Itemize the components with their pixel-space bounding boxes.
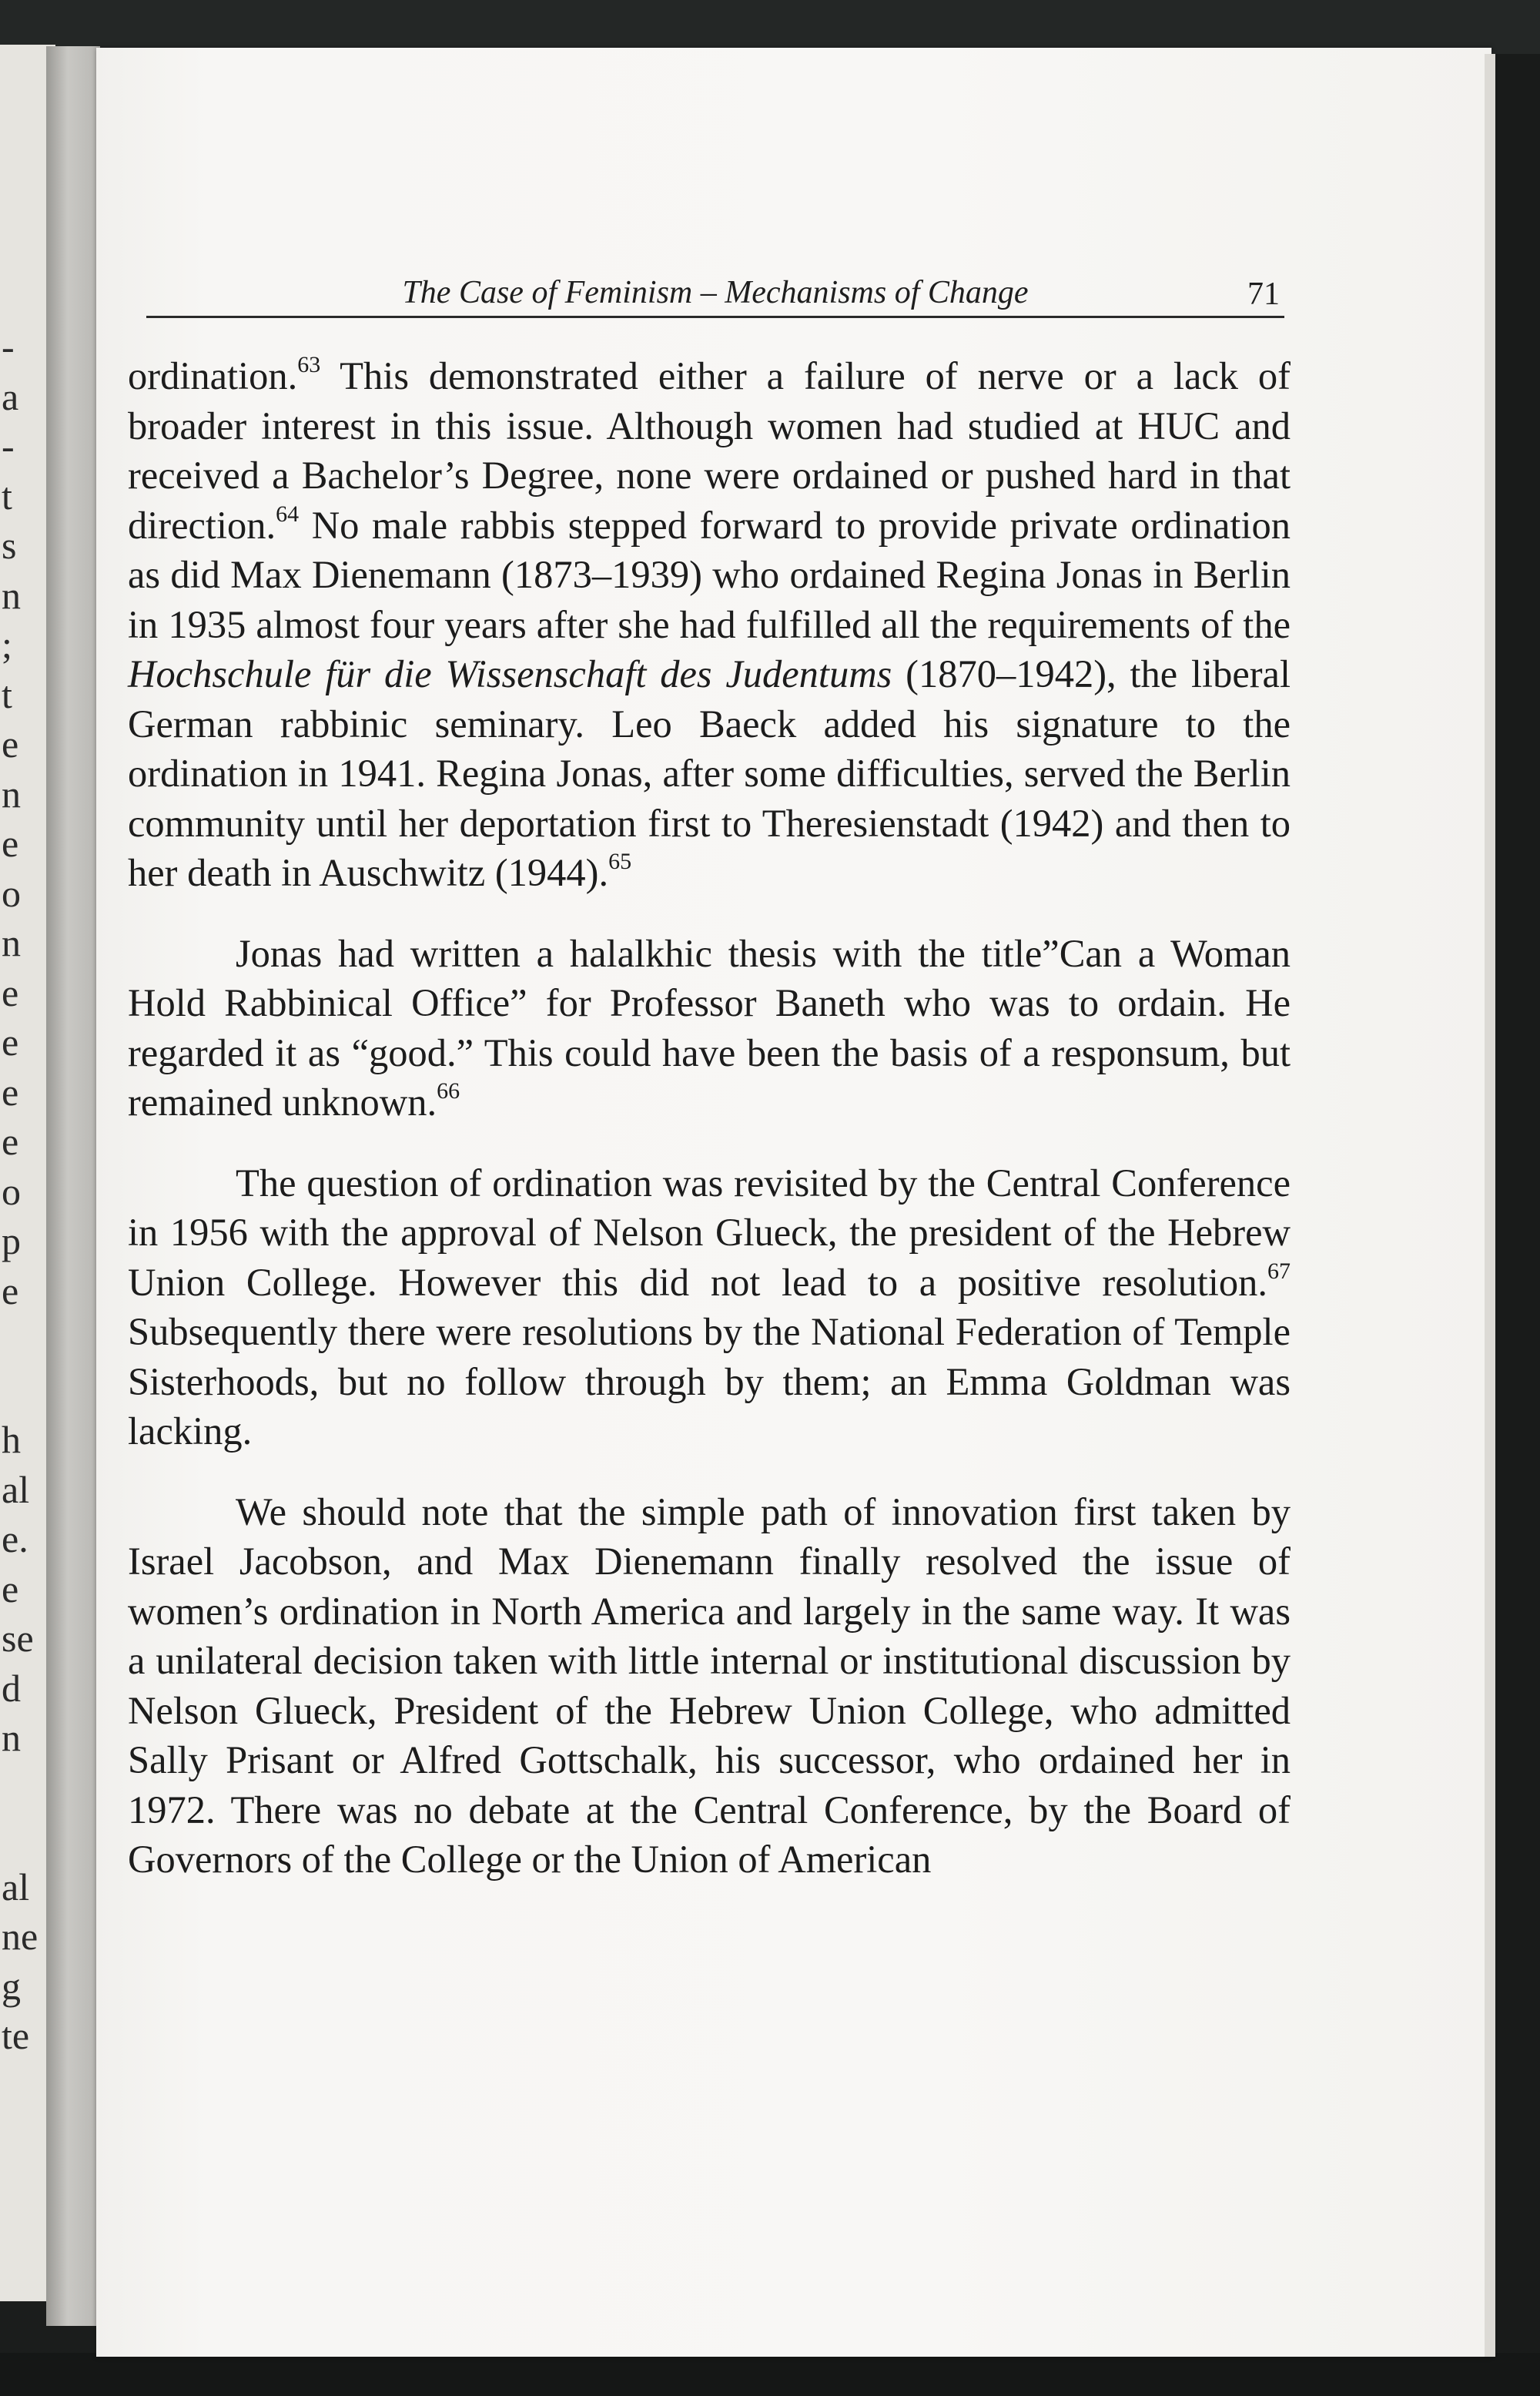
text-run: Jonas had written a halalkhic thesis with the title”Can a Woman Hold Rabbinical Office” for Professor Baneth who was to ordain. He regarded it as “good.” This could have been the basis of a responsum, but remained unknown. — [128, 931, 1291, 1124]
facing-page-fragment: a — [2, 374, 19, 418]
facing-page-text-fragments — [2, 322, 48, 2061]
facing-page-fragment: - — [2, 325, 15, 368]
facing-page-fragment — [2, 1315, 48, 1366]
page-fore-edge — [1485, 54, 1495, 2357]
facing-page-fragment: t — [2, 672, 12, 716]
facing-page-fragment: n — [2, 921, 21, 964]
facing-page-fragment: o — [2, 1169, 21, 1213]
facing-page-fragment: e — [2, 822, 19, 865]
text-run: The question of ordination was revisited by the Central Conference in 1956 with the approval of Nelson Glueck, the president of the Hebrew Union College. However this did not lead to a positive resolution. — [128, 1161, 1291, 1304]
footnote-reference: 63 — [297, 352, 321, 378]
footnote-reference: 67 — [1267, 1258, 1291, 1284]
running-head-title: The Case of Feminism – Mechanisms of Change — [402, 275, 1029, 310]
facing-page-fragment — [2, 1763, 48, 1813]
facing-page-fragment: se — [2, 1617, 34, 1660]
facing-page-fragment: al — [2, 1865, 30, 1908]
text-run: We should note that the simple path of innovation first taken by Israel Jacobson, and Max Dienemann finally resolved the issue of women’s ordination in North America and largely in the same way. It was a unilateral decision taken with little internal or institutional discussion by Nelson Glueck, President of the Hebrew Union College, who admitted Sally Prisant or Alfred Gottschalk, his successor, who ordained her in 1972. There was no debate at the Central Conference, by the Board of Governors of the College or the Union of American — [128, 1490, 1291, 1881]
page-number: 71 — [1247, 276, 1280, 312]
facing-page-fragment: ; — [2, 623, 12, 666]
facing-page-fragment: e — [2, 1567, 19, 1610]
facing-page-fragment: te — [2, 2014, 30, 2057]
facing-page-fragment: e — [2, 1070, 19, 1114]
facing-page-fragment: n — [2, 772, 21, 816]
facing-page-fragment: e — [2, 1268, 19, 1312]
scan-background-right — [1490, 54, 1540, 2396]
facing-page-fragment: h — [2, 1418, 21, 1461]
paragraph — [128, 1158, 1291, 1456]
facing-page-fragment: n — [2, 573, 21, 617]
text-run: ordination. — [128, 354, 298, 397]
scan-background-bottom — [0, 2353, 1540, 2396]
facing-page-fragment: p — [2, 1219, 21, 1262]
footnote-reference: 66 — [437, 1078, 460, 1104]
text-run: This demonstrated either a failure of nerve or a lack of broader interest in this issue. Although women had studied at HUC and received a Bachelor’s Degree, none were ordained or pushed hard in that direction. — [128, 354, 1291, 547]
italic-title: Hochschule für die Wissenschaft des Judentums — [128, 652, 892, 695]
facing-page-fragment: ne — [2, 1915, 38, 1958]
facing-page-fragment: o — [2, 871, 21, 915]
facing-page-fragment: e — [2, 970, 19, 1014]
paragraph — [128, 351, 1291, 898]
scan-background-top — [0, 0, 1540, 54]
footnote-reference: 65 — [608, 849, 632, 875]
facing-page-fragment: e — [2, 1020, 19, 1064]
facing-page-fragment: s — [2, 524, 17, 567]
facing-page-fragment: e — [2, 1120, 19, 1163]
text-run: (1870–1942), the liberal German rabbinic seminary. Leo Baeck added his signature to the ordination in 1941. Regina Jonas, after some difficulties, served the Berlin community until her deportation first to Theresienstadt (1942) and then to her death in Auschwitz (1944). — [128, 652, 1291, 894]
paragraph — [128, 929, 1291, 1128]
running-head — [146, 268, 1284, 318]
paragraph — [128, 1487, 1291, 1885]
body-text — [128, 351, 1291, 1915]
text-run: Subsequently there were resolutions by the National Federation of Temple Sisterhoods, but no follow through by them; an Emma Goldman was lacking. — [128, 1310, 1291, 1453]
footnote-reference: 64 — [276, 501, 300, 527]
facing-page-fragment: g — [2, 1964, 21, 2008]
facing-page-fragment: - — [2, 424, 15, 467]
facing-page-fragment — [2, 1812, 48, 1862]
facing-page-fragment — [2, 1366, 48, 1416]
facing-page-fragment: e. — [2, 1517, 28, 1560]
book-gutter — [46, 46, 100, 2326]
facing-page-fragment: e — [2, 722, 19, 766]
facing-page-fragment: al — [2, 1467, 30, 1511]
facing-page-fragment: n — [2, 1716, 21, 1759]
facing-page-fragment: t — [2, 474, 12, 518]
text-run: No male rabbis stepped forward to provide private ordination as did Max Dienemann (1873–1939) who ordained Regina Jonas in Berlin in 1935 almost four years after she had fulfilled all the requirements of the — [128, 503, 1291, 646]
facing-page-fragment: d — [2, 1666, 21, 1710]
